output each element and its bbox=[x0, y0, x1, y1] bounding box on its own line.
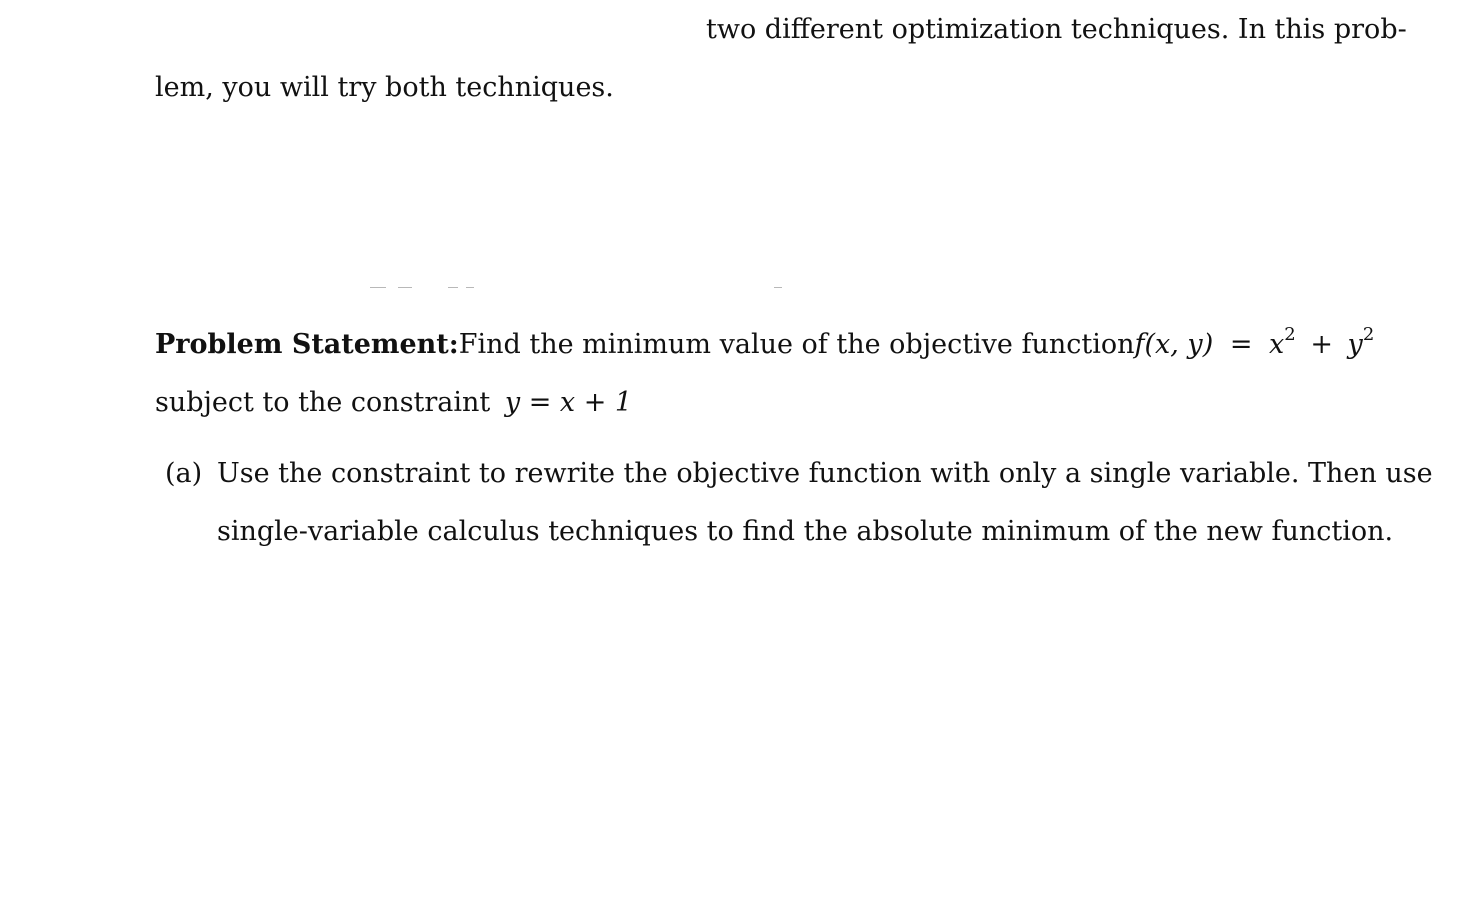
text-line-1-content: two different optimization techniques. In this prob- bbox=[706, 14, 1407, 45]
part-a-line-2 bbox=[217, 515, 1393, 549]
cropped-marks bbox=[360, 284, 790, 294]
exponent-1: 2 bbox=[1284, 324, 1296, 345]
function-lhs: f(x, y) bbox=[1134, 329, 1214, 360]
problem-statement-label: Problem Statement: bbox=[155, 329, 459, 360]
part-a-line-1-text: Use the constraint to rewrite the objective function with only a single variable. Then use bbox=[217, 458, 1433, 489]
constraint-intro: subject to the constraint bbox=[155, 387, 491, 418]
text-line-2 bbox=[155, 71, 614, 105]
problem-statement-line-1 bbox=[155, 324, 1375, 362]
constraint-equation: y = x + 1 bbox=[504, 387, 633, 418]
y-term: y bbox=[1347, 329, 1363, 360]
part-a-label-text: (a) bbox=[165, 458, 203, 489]
part-a-line-2-text: single-variable calculus techniques to find the absolute minimum of the new function. bbox=[217, 516, 1394, 547]
text-line-1 bbox=[706, 13, 1407, 47]
exponent-2: 2 bbox=[1362, 324, 1375, 345]
objective-function bbox=[1134, 324, 1375, 362]
part-a-line-1 bbox=[217, 457, 1433, 491]
equals-sign: = bbox=[1229, 329, 1253, 360]
text-line-2-content: lem, you will try both techniques. bbox=[155, 72, 614, 103]
x-term: x bbox=[1269, 329, 1285, 360]
problem-statement-line-2 bbox=[155, 386, 632, 420]
part-a-label bbox=[165, 457, 202, 491]
plus-sign: + bbox=[1310, 329, 1333, 360]
problem-statement-text: Find the minimum value of the objective function bbox=[458, 329, 1135, 360]
